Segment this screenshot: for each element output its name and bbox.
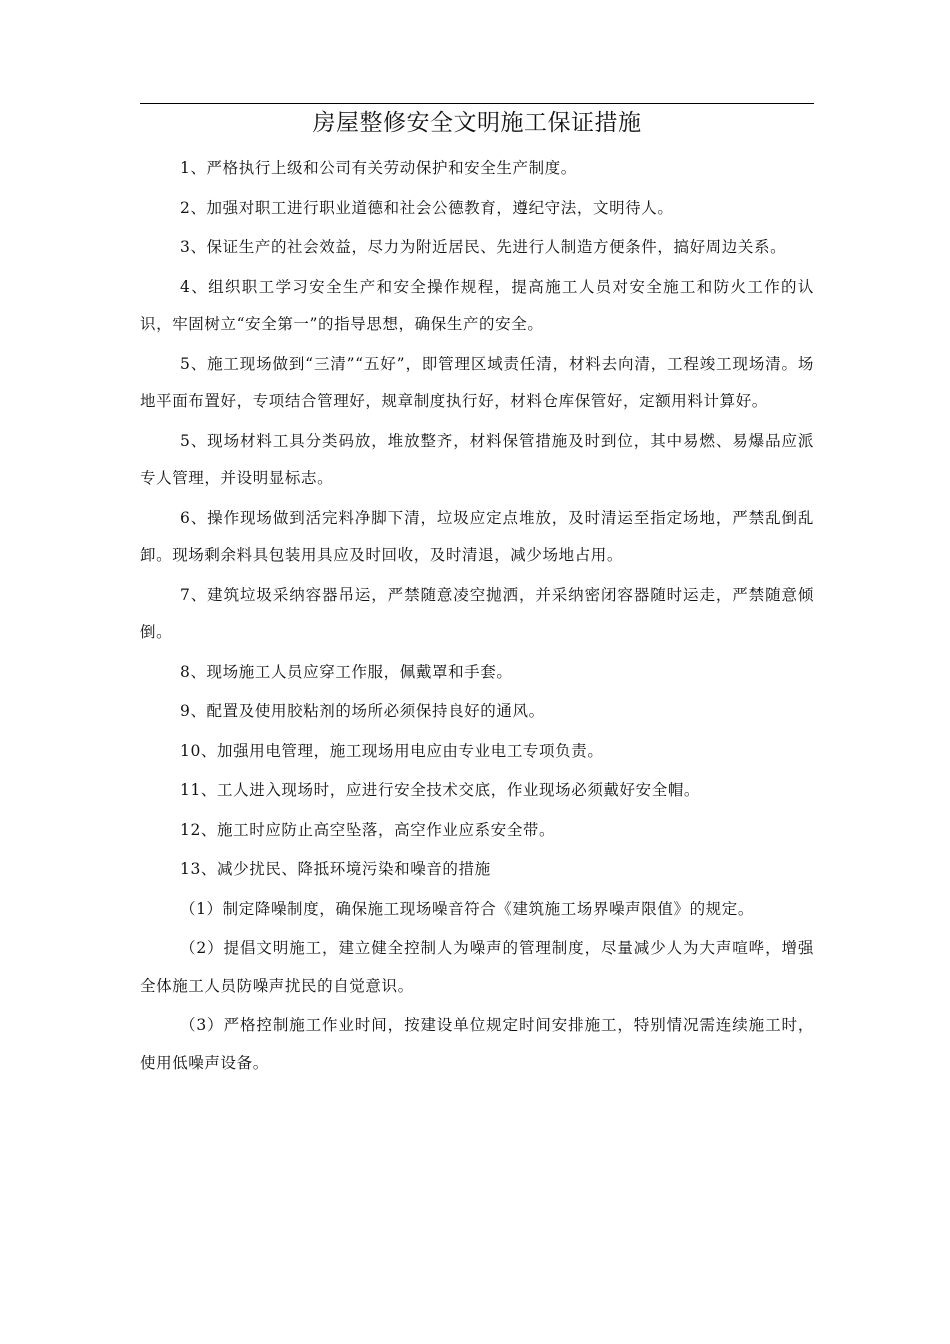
- paragraph-13: 13、减少扰民、降抵环境污染和噪音的措施: [180, 860, 491, 878]
- paragraph-10: 10、加强用电管理，施工现场用电应由专业电工专项负责。: [180, 741, 604, 760]
- document-title: 房屋整修安全文明施工保证措施: [312, 110, 642, 136]
- header-rule: [140, 103, 814, 104]
- paragraph-7: 7、建筑垃圾采纳容器吊运，严禁随意凌空抛洒，并采纳密闭容器随时运走，严禁随意倾倒。: [140, 585, 814, 641]
- paragraph-2: 2、加强对职工进行职业道德和社会公德教育，遵纪守法，文明待人。: [180, 198, 674, 217]
- sub-paragraph-2: （2）提倡文明施工，建立健全控制人为噪声的管理制度，尽量减少人为大声喧哗，增强全体施工人员防噪声扰民的自觉意识。: [140, 939, 814, 995]
- paragraph-1: 1、严格执行上级和公司有关劳动保护和安全生产制度。: [180, 159, 577, 177]
- paragraph-5a: 5、施工现场做到“三清”“五好”，即管理区域责任清，材料去向清，工程竣工现场清。场地平面布置好，专项结合管理好，规章制度执行好，材料仓库保管好，定额用料计算好。: [140, 354, 814, 410]
- paragraph-11: 11、工人进入现场时，应进行安全技术交底，作业现场必须戴好安全帽。: [180, 781, 701, 799]
- document-body: [140, 150, 814, 1084]
- paragraph-4: 4、组织职工学习安全生产和安全操作规程，提高施工人员对安全施工和防火工作的认识，牢固树立“安全第一”的指导思想，确保生产的安全。: [140, 277, 814, 333]
- paragraph-6: 6、操作现场做到活完料净脚下清，垃圾应定点堆放，及时清运至指定场地，严禁乱倒乱卸。现场剩余料具包装用具应及时回收，及时清退，减少场地占用。: [140, 508, 814, 564]
- paragraph-9: 9、配置及使用胶粘剂的场所必须保持良好的通风。: [180, 702, 545, 720]
- sub-paragraph-1: （1）制定降噪制度，确保施工现场噪音符合《建筑施工场界噪声限值》的规定。: [180, 899, 754, 918]
- paragraph-3: 3、保证生产的社会效益，尽力为附近居民、先进行人制造方便条件，搞好周边关系。: [180, 238, 787, 256]
- sub-paragraph-3: （3）严格控制施工作业时间，按建设单位规定时间安排施工，特别情况需连续施工时，使用低噪声设备。: [140, 1016, 814, 1072]
- paragraph-5b: 5、现场材料工具分类码放，堆放整齐，材料保管措施及时到位，其中易燃、易爆品应派专人管理，并设明显标志。: [140, 431, 814, 487]
- paragraph-8: 8、现场施工人员应穿工作服，佩戴罩和手套。: [180, 662, 513, 681]
- paragraph-12: 12、施工时应防止高空坠落，高空作业应系安全带。: [180, 820, 556, 839]
